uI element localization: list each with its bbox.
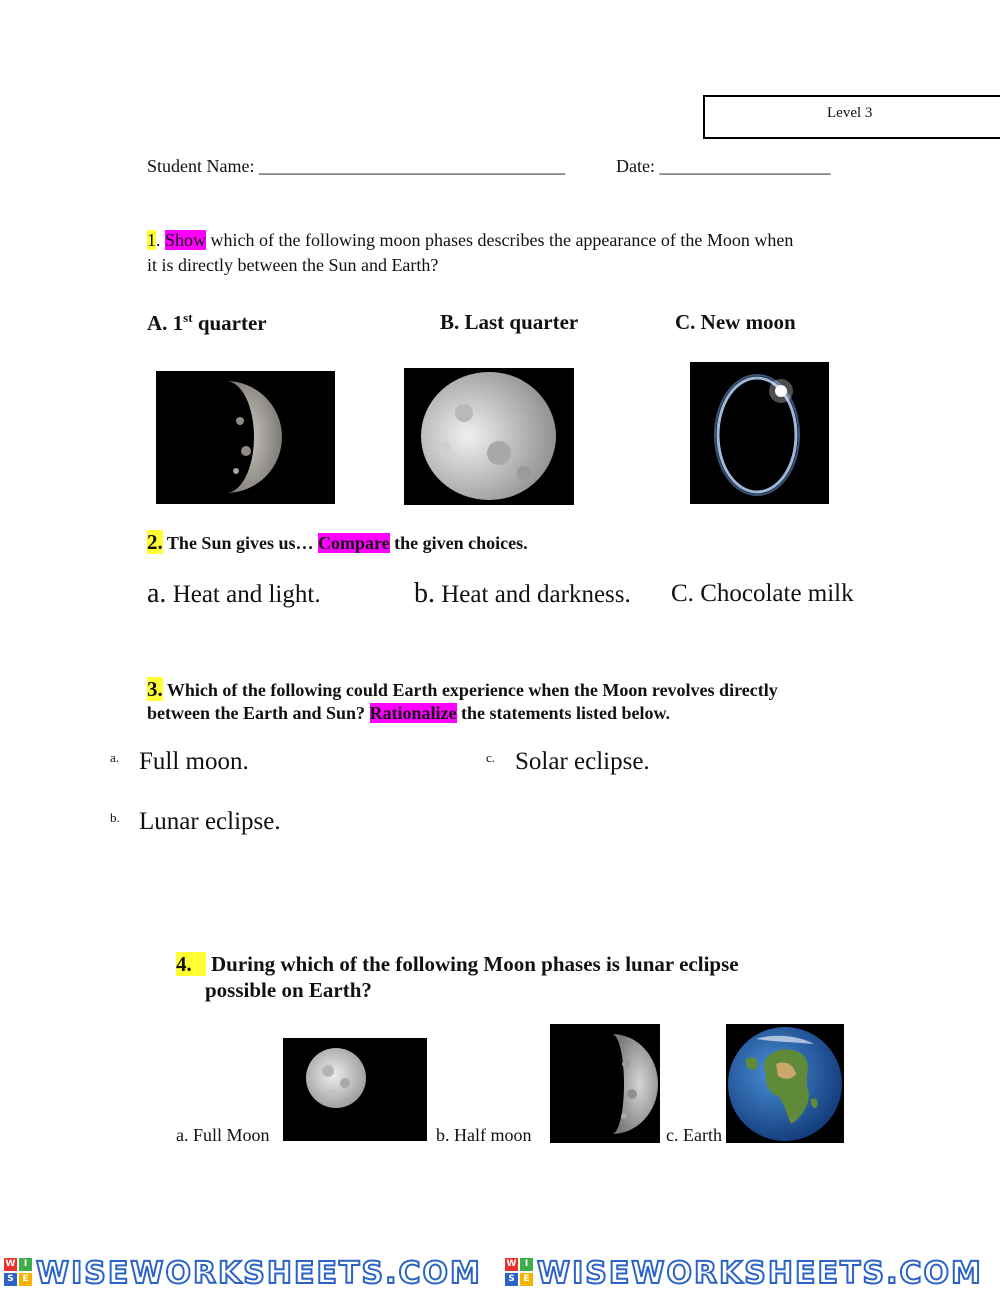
q1-option-a[interactable]: [147, 310, 267, 336]
q3-option-c-letter: c.: [486, 750, 496, 765]
question-1: [147, 228, 867, 278]
q2-option-b[interactable]: [414, 578, 631, 610]
logo-letter-i: I: [19, 1258, 32, 1271]
q3-option-b-letter: b.: [110, 810, 120, 825]
earth-icon: [726, 1024, 844, 1143]
q1-text-line2: it is directly between the Sun and Earth?: [147, 255, 439, 275]
q1-dot: .: [156, 230, 161, 250]
date-label: Date:: [616, 156, 655, 176]
first-quarter-moon-image: [156, 371, 335, 504]
q1-option-b-label: B. Last quarter: [440, 310, 579, 334]
q1-option-a-letter: A. 1: [147, 311, 184, 335]
logo-letter-e: E: [19, 1273, 32, 1286]
new-moon-icon: [690, 362, 829, 504]
q3-option-a-letter: a.: [110, 750, 120, 765]
q1-verb: Show: [165, 230, 207, 250]
q2-option-c-text: Chocolate milk: [693, 580, 854, 607]
earth-image: [726, 1024, 844, 1143]
question-4: [176, 951, 739, 1003]
q3-text-line2-before: between the Earth and Sun?: [147, 703, 370, 723]
q2-option-c[interactable]: [671, 580, 854, 608]
student-name-label: Student Name:: [147, 156, 255, 176]
q1-option-c-label: C. New moon: [675, 310, 796, 334]
level-box: [703, 95, 1000, 139]
q2-verb: Compare: [317, 533, 390, 553]
logo-letter-e: E: [520, 1273, 533, 1286]
q2-text-after: the given choices.: [389, 533, 528, 553]
q1-option-a-rest: quarter: [192, 311, 267, 335]
q2-option-a[interactable]: [147, 578, 321, 610]
date-blank[interactable]: ___________________: [659, 156, 831, 176]
q4-option-b-label[interactable]: b. Half moon: [436, 1125, 532, 1145]
full-moon-icon: [283, 1038, 427, 1141]
last-quarter-moon-image: [404, 368, 574, 505]
q2-text: The Sun gives us…: [162, 533, 318, 553]
q3-option-a-text: Full moon.: [139, 748, 249, 775]
footer-brand-2: WISEWORKSHEETS.COM: [537, 1256, 983, 1291]
q2-option-c-letter: C.: [671, 580, 694, 607]
q4-option-c-label[interactable]: c. Earth: [666, 1125, 722, 1145]
logo-letter-s: S: [4, 1273, 17, 1286]
q3-text-line2-after: the statements listed below.: [456, 703, 671, 723]
half-moon-icon: [550, 1024, 660, 1143]
q3-number: 3.: [147, 677, 163, 701]
q3-verb: Rationalize: [369, 703, 457, 723]
logo-letter-w: W: [5, 1259, 16, 1269]
half-moon-image: [550, 1024, 660, 1143]
q3-text-line1: Which of the following could Earth experience when the Moon revolves directly: [162, 680, 778, 700]
q1-option-a-sup: st: [183, 310, 193, 325]
first-quarter-moon-icon: [156, 371, 335, 504]
q2-option-a-letter: a.: [147, 578, 167, 609]
q4-text-line1: During which of the following Moon phases is lunar eclipse: [211, 952, 739, 976]
q1-text-line1: which of the following moon phases describes the appearance of the Moon when: [206, 230, 794, 250]
new-moon-eclipse-image: [690, 362, 829, 504]
q1-option-b[interactable]: [440, 310, 578, 335]
q4-number: 4.: [176, 952, 206, 976]
level-label: Level 3: [827, 105, 873, 121]
full-moon-image: [283, 1038, 427, 1141]
q2-option-b-text: Heat and darkness.: [435, 581, 631, 608]
logo-letter-w: W: [506, 1259, 517, 1269]
q2-number: 2.: [147, 530, 163, 554]
question-2: [147, 530, 528, 556]
q1-number: 1: [147, 230, 156, 250]
logo-letter-s: S: [505, 1273, 518, 1286]
q2-option-b-letter: b.: [414, 578, 435, 609]
q3-option-b-text: Lunar eclipse.: [139, 808, 281, 835]
student-name-line: [147, 156, 565, 177]
footer-logo-2: [505, 1258, 533, 1286]
q3-option-c-text: Solar eclipse.: [515, 748, 650, 775]
q1-option-c[interactable]: [675, 310, 796, 335]
footer-brand-1: WISEWORKSHEETS.COM: [36, 1256, 482, 1291]
date-line: [616, 156, 830, 177]
student-name-blank[interactable]: __________________________________: [258, 156, 565, 176]
footer-logo-1: [4, 1258, 32, 1286]
last-quarter-moon-icon: [404, 368, 574, 505]
q4-option-a-label[interactable]: a. Full Moon: [176, 1125, 270, 1145]
q2-option-a-text: Heat and light.: [166, 581, 321, 608]
logo-letter-i: I: [520, 1258, 533, 1271]
q4-text-line2: possible on Earth?: [205, 978, 372, 1002]
question-3: [147, 678, 867, 725]
